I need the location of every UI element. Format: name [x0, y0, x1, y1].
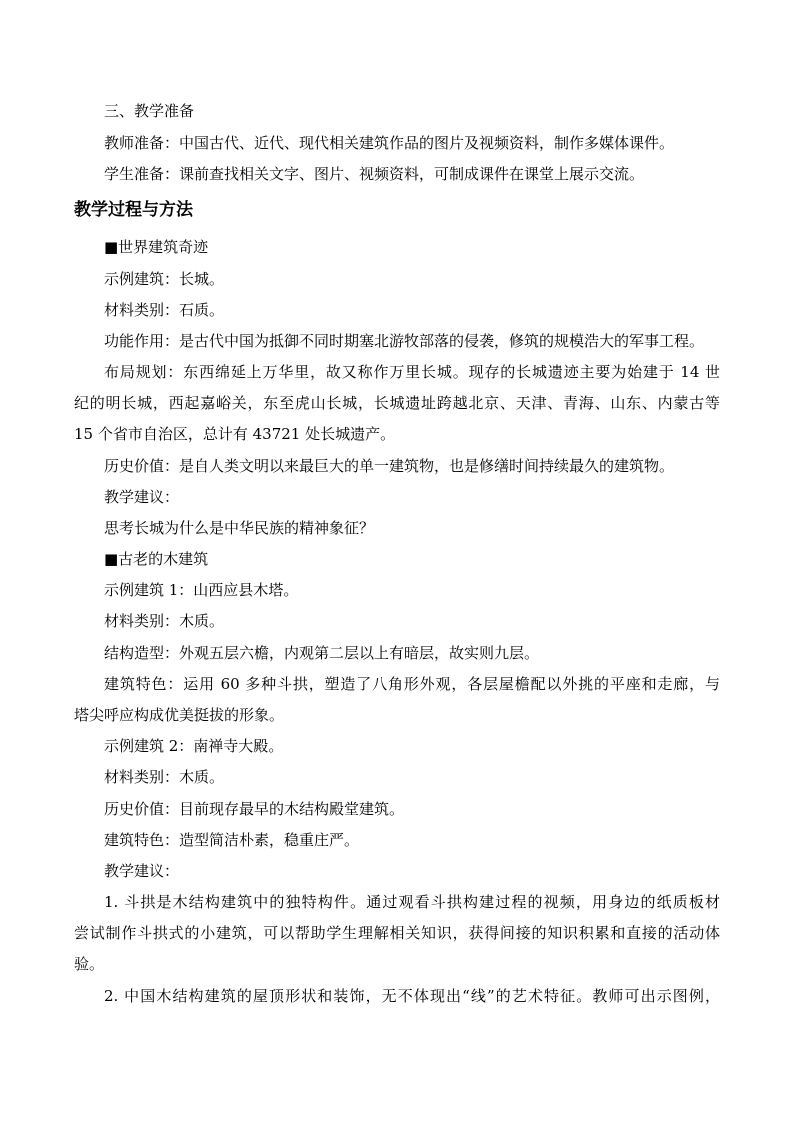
wonders-layout-line-3: 15 个省市自治区，总计有 43721 处长城遗产。: [74, 425, 396, 443]
wood-history-2: 历史价值：目前现存最早的木结构殿堂建筑。: [104, 800, 405, 818]
wonders-material: 材料类别：石质。: [104, 301, 225, 319]
wood-title: ■古老的木建筑: [104, 550, 209, 568]
wood-advice-label: 教学建议：: [104, 862, 180, 880]
wood-feature-1-line-1: [0, 674, 794, 694]
wood-material-2: 材料类别：木质。: [104, 768, 225, 786]
wood-structure: 结构造型：外观五层六檐，内观第二层以上有暗层，故实则九层。: [104, 644, 540, 662]
wood-feature-1-text-1: 建筑特色：运用 60 多种斗拱，塑造了八角形外观，各层屋檐配以外挑的平座和走廊，与: [104, 675, 720, 693]
wood-advice-1-line-2: [0, 923, 794, 943]
wonders-layout-line-1: [0, 362, 794, 382]
wonders-title: ■世界建筑奇迹: [104, 238, 209, 256]
wonders-advice-text: 思考长城为什么是中华民族的精神象征？: [104, 519, 375, 537]
wood-advice-1-line-1: [0, 892, 794, 912]
section-title-preparation: 三、教学准备: [104, 102, 195, 120]
wonders-layout-text-2: 纪的明长城，西起嘉峪关，东至虎山长城，长城遗址跨越北京、天津、青海、山东、内蒙古等: [74, 394, 720, 412]
wood-advice-1-text-1: 1. 斗拱是木结构建筑中的独特构件。通过观看斗拱构建过程的视频，用身边的纸质板材: [104, 893, 720, 911]
process-heading: 教学过程与方法: [74, 200, 193, 220]
teacher-preparation: 教师准备：中国古代、近代、现代相关建筑作品的图片及视频资料，制作多媒体课件。: [104, 134, 675, 152]
wonders-example: 示例建筑：长城。: [104, 270, 225, 288]
wonders-history: 历史价值：是自人类文明以来最巨大的单一建筑物，也是修缮时间持续最久的建筑物。: [104, 457, 675, 475]
wood-advice-2-line-1: [0, 986, 794, 1006]
wonders-advice-label: 教学建议：: [104, 488, 180, 506]
wonders-layout-line-2: [0, 393, 794, 413]
wood-material-1: 材料类别：木质。: [104, 612, 225, 630]
student-preparation: 学生准备：课前查找相关文字、图片、视频资料，可制成课件在课堂上展示交流。: [104, 165, 645, 183]
wood-feature-1-line-2: 塔尖呼应构成优美挺拔的形象。: [74, 706, 285, 724]
wood-advice-1-line-3: 验。: [74, 955, 105, 973]
wood-example-1: 示例建筑 1：山西应县木塔。: [104, 581, 299, 599]
wonders-function: 功能作用：是古代中国为抵御不同时期塞北游牧部落的侵袭，修筑的规模浩大的军事工程。: [104, 332, 705, 350]
wonders-layout-text-1: 布局规划：东西绵延上万华里，故又称作万里长城。现存的长城遗迹主要为始建于 14 世: [104, 363, 720, 381]
wood-advice-1-text-2: 尝试制作斗拱式的小建筑，可以帮助学生理解相关知识，获得间接的知识积累和直接的活动体: [74, 924, 720, 942]
wood-feature-2: 建筑特色：造型简洁朴素，稳重庄严。: [104, 831, 360, 849]
wood-example-2: 示例建筑 2：南禅寺大殿。: [104, 737, 284, 755]
wood-advice-2-text-1: 2. 中国木结构建筑的屋顶形状和装饰，无不体现出“线”的艺术特征。教师可出示图例，: [104, 987, 720, 1005]
